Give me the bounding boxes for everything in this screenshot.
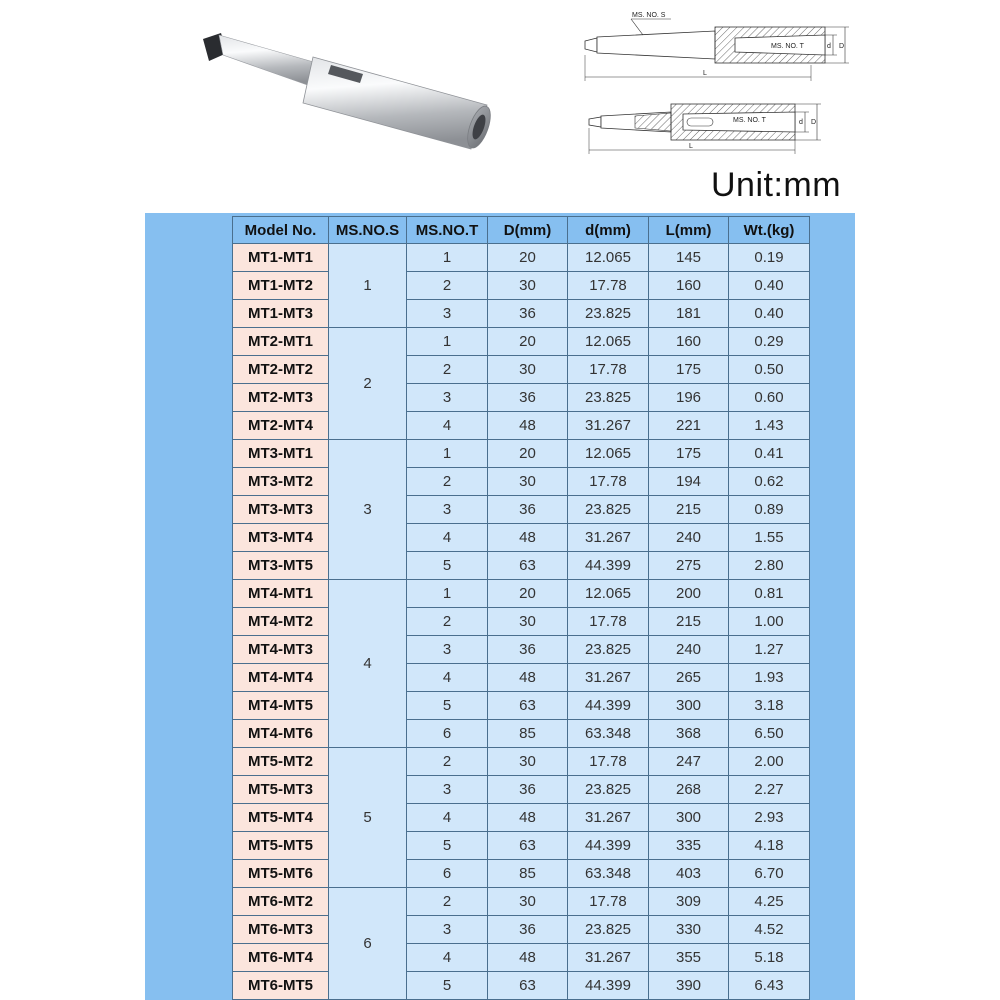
length-cell: 247 (649, 748, 729, 776)
ms-no-t-cell: 1 (407, 328, 488, 356)
model-no-cell: MT3-MT5 (233, 552, 329, 580)
length-cell: 403 (649, 860, 729, 888)
d-outer-cell: 63 (488, 832, 568, 860)
ms-no-t-cell: 6 (407, 720, 488, 748)
weight-cell: 4.18 (729, 832, 810, 860)
ms-no-t-cell: 4 (407, 412, 488, 440)
d-inner-cell: 44.399 (568, 552, 649, 580)
ms-no-t-cell: 5 (407, 832, 488, 860)
ms-no-t-cell: 1 (407, 580, 488, 608)
ms-no-s-cell: 5 (329, 748, 407, 888)
weight-cell: 2.93 (729, 804, 810, 832)
ms-no-s-cell: 4 (329, 580, 407, 748)
dim-l-label-top: L (703, 70, 707, 77)
model-no-cell: MT6-MT5 (233, 972, 329, 1000)
ms-no-t-cell: 5 (407, 692, 488, 720)
dim-d-label-bottom: d (799, 119, 803, 126)
d-outer-cell: 30 (488, 608, 568, 636)
d-outer-cell: 48 (488, 524, 568, 552)
d-inner-cell: 12.065 (568, 580, 649, 608)
d-outer-cell: 20 (488, 440, 568, 468)
model-no-cell: MT3-MT1 (233, 440, 329, 468)
header-ms-no-s: MS.NO.S (329, 217, 407, 244)
weight-cell: 1.00 (729, 608, 810, 636)
model-no-cell: MT1-MT2 (233, 272, 329, 300)
d-outer-cell: 48 (488, 944, 568, 972)
model-no-cell: MT2-MT1 (233, 328, 329, 356)
ms-no-t-cell: 2 (407, 356, 488, 384)
ms-no-t-cell: 1 (407, 244, 488, 272)
table-row (233, 692, 810, 720)
ms-no-s-cell: 3 (329, 440, 407, 580)
table-row (233, 496, 810, 524)
model-no-cell: MT3-MT2 (233, 468, 329, 496)
weight-cell: 0.89 (729, 496, 810, 524)
weight-cell: 0.60 (729, 384, 810, 412)
weight-cell: 0.62 (729, 468, 810, 496)
technical-drawing-bottom (575, 92, 855, 162)
dim-d-label-top: d (827, 43, 831, 50)
table-row (233, 888, 810, 916)
d-inner-cell: 44.399 (568, 972, 649, 1000)
model-no-cell: MT6-MT2 (233, 888, 329, 916)
dim-bigd-label-top: D (839, 43, 845, 50)
mst-label-bottom: MS. NO. T (733, 117, 766, 124)
ms-no-t-cell: 5 (407, 972, 488, 1000)
header-model-no: Model No. (233, 217, 329, 244)
mss-label: MS. NO. S (632, 12, 666, 19)
ms-no-t-cell: 4 (407, 664, 488, 692)
ms-no-t-cell: 3 (407, 636, 488, 664)
table-row (233, 244, 810, 272)
ms-no-t-cell: 3 (407, 776, 488, 804)
model-no-cell: MT4-MT2 (233, 608, 329, 636)
table-body (233, 244, 810, 1000)
ms-no-t-cell: 6 (407, 860, 488, 888)
model-no-cell: MT5-MT5 (233, 832, 329, 860)
table-row (233, 804, 810, 832)
weight-cell: 0.41 (729, 440, 810, 468)
model-no-cell: MT5-MT4 (233, 804, 329, 832)
length-cell: 196 (649, 384, 729, 412)
length-cell: 160 (649, 272, 729, 300)
weight-cell: 4.52 (729, 916, 810, 944)
length-cell: 175 (649, 440, 729, 468)
model-no-cell: MT5-MT2 (233, 748, 329, 776)
weight-cell: 2.27 (729, 776, 810, 804)
d-outer-cell: 20 (488, 580, 568, 608)
table-row (233, 608, 810, 636)
weight-cell: 0.40 (729, 300, 810, 328)
dim-l-label-bottom: L (689, 143, 693, 150)
d-inner-cell: 17.78 (568, 356, 649, 384)
model-no-cell: MT2-MT3 (233, 384, 329, 412)
header-d-inner: d(mm) (568, 217, 649, 244)
d-inner-cell: 31.267 (568, 524, 649, 552)
length-cell: 330 (649, 916, 729, 944)
d-outer-cell: 30 (488, 888, 568, 916)
length-cell: 268 (649, 776, 729, 804)
length-cell: 160 (649, 328, 729, 356)
d-outer-cell: 36 (488, 496, 568, 524)
ms-no-t-cell: 5 (407, 552, 488, 580)
length-cell: 368 (649, 720, 729, 748)
model-no-cell: MT2-MT4 (233, 412, 329, 440)
weight-cell: 5.18 (729, 944, 810, 972)
ms-no-t-cell: 4 (407, 804, 488, 832)
table-row (233, 776, 810, 804)
length-cell: 194 (649, 468, 729, 496)
table-row (233, 860, 810, 888)
d-inner-cell: 12.065 (568, 244, 649, 272)
table-row (233, 944, 810, 972)
model-no-cell: MT6-MT4 (233, 944, 329, 972)
length-cell: 240 (649, 524, 729, 552)
d-outer-cell: 63 (488, 692, 568, 720)
header-ms-no-t: MS.NO.T (407, 217, 488, 244)
ms-no-t-cell: 1 (407, 440, 488, 468)
table-row (233, 552, 810, 580)
d-inner-cell: 23.825 (568, 916, 649, 944)
length-cell: 200 (649, 580, 729, 608)
ms-no-t-cell: 4 (407, 944, 488, 972)
ms-no-s-cell: 2 (329, 328, 407, 440)
ms-no-t-cell: 2 (407, 748, 488, 776)
table-row (233, 832, 810, 860)
d-outer-cell: 30 (488, 272, 568, 300)
length-cell: 300 (649, 692, 729, 720)
header-length: L(mm) (649, 217, 729, 244)
product-photo (195, 25, 495, 155)
ms-no-t-cell: 3 (407, 496, 488, 524)
d-inner-cell: 17.78 (568, 468, 649, 496)
spec-table (232, 216, 810, 1000)
d-outer-cell: 36 (488, 776, 568, 804)
weight-cell: 0.40 (729, 272, 810, 300)
model-no-cell: MT4-MT3 (233, 636, 329, 664)
d-inner-cell: 44.399 (568, 692, 649, 720)
model-no-cell: MT3-MT4 (233, 524, 329, 552)
length-cell: 275 (649, 552, 729, 580)
model-no-cell: MT5-MT6 (233, 860, 329, 888)
weight-cell: 4.25 (729, 888, 810, 916)
length-cell: 181 (649, 300, 729, 328)
d-inner-cell: 17.78 (568, 608, 649, 636)
length-cell: 335 (649, 832, 729, 860)
d-outer-cell: 85 (488, 860, 568, 888)
ms-no-t-cell: 3 (407, 384, 488, 412)
model-no-cell: MT5-MT3 (233, 776, 329, 804)
table-row (233, 356, 810, 384)
ms-no-t-cell: 4 (407, 524, 488, 552)
d-inner-cell: 12.065 (568, 328, 649, 356)
weight-cell: 2.80 (729, 552, 810, 580)
d-outer-cell: 36 (488, 916, 568, 944)
d-inner-cell: 31.267 (568, 664, 649, 692)
length-cell: 355 (649, 944, 729, 972)
ms-no-t-cell: 3 (407, 916, 488, 944)
table-row (233, 664, 810, 692)
d-inner-cell: 23.825 (568, 300, 649, 328)
length-cell: 390 (649, 972, 729, 1000)
model-no-cell: MT4-MT1 (233, 580, 329, 608)
length-cell: 175 (649, 356, 729, 384)
weight-cell: 1.55 (729, 524, 810, 552)
table-header-row (233, 217, 810, 244)
model-no-cell: MT4-MT4 (233, 664, 329, 692)
table-row (233, 972, 810, 1000)
d-inner-cell: 23.825 (568, 384, 649, 412)
length-cell: 221 (649, 412, 729, 440)
d-outer-cell: 36 (488, 636, 568, 664)
table-row (233, 384, 810, 412)
ms-no-t-cell: 2 (407, 888, 488, 916)
table-row (233, 580, 810, 608)
d-outer-cell: 20 (488, 328, 568, 356)
d-outer-cell: 48 (488, 412, 568, 440)
model-no-cell: MT2-MT2 (233, 356, 329, 384)
weight-cell: 0.81 (729, 580, 810, 608)
weight-cell: 1.93 (729, 664, 810, 692)
table-row (233, 328, 810, 356)
weight-cell: 6.70 (729, 860, 810, 888)
d-inner-cell: 31.267 (568, 804, 649, 832)
model-no-cell: MT1-MT1 (233, 244, 329, 272)
ms-no-s-cell: 1 (329, 244, 407, 328)
length-cell: 265 (649, 664, 729, 692)
d-inner-cell: 63.348 (568, 860, 649, 888)
table-row (233, 272, 810, 300)
d-inner-cell: 31.267 (568, 944, 649, 972)
weight-cell: 1.43 (729, 412, 810, 440)
weight-cell: 0.29 (729, 328, 810, 356)
table-row (233, 524, 810, 552)
d-outer-cell: 48 (488, 804, 568, 832)
ms-no-s-cell: 6 (329, 888, 407, 1000)
dim-bigd-label-bottom: D (811, 119, 817, 126)
table-row (233, 468, 810, 496)
model-no-cell: MT3-MT3 (233, 496, 329, 524)
weight-cell: 1.27 (729, 636, 810, 664)
d-outer-cell: 36 (488, 300, 568, 328)
weight-cell: 2.00 (729, 748, 810, 776)
d-inner-cell: 23.825 (568, 636, 649, 664)
unit-label: Unit:mm (711, 166, 842, 204)
d-outer-cell: 30 (488, 468, 568, 496)
d-outer-cell: 63 (488, 552, 568, 580)
d-inner-cell: 44.399 (568, 832, 649, 860)
table-row (233, 440, 810, 468)
d-outer-cell: 20 (488, 244, 568, 272)
table-row (233, 748, 810, 776)
d-outer-cell: 48 (488, 664, 568, 692)
d-inner-cell: 23.825 (568, 776, 649, 804)
d-outer-cell: 63 (488, 972, 568, 1000)
mst-label-top: MS. NO. T (771, 43, 804, 50)
header-weight: Wt.(kg) (729, 217, 810, 244)
header-d-outer: D(mm) (488, 217, 568, 244)
d-outer-cell: 85 (488, 720, 568, 748)
length-cell: 215 (649, 608, 729, 636)
d-outer-cell: 30 (488, 356, 568, 384)
d-outer-cell: 30 (488, 748, 568, 776)
length-cell: 240 (649, 636, 729, 664)
length-cell: 300 (649, 804, 729, 832)
length-cell: 309 (649, 888, 729, 916)
d-inner-cell: 17.78 (568, 888, 649, 916)
model-no-cell: MT4-MT6 (233, 720, 329, 748)
ms-no-t-cell: 2 (407, 608, 488, 636)
ms-no-t-cell: 2 (407, 272, 488, 300)
length-cell: 145 (649, 244, 729, 272)
weight-cell: 6.43 (729, 972, 810, 1000)
weight-cell: 0.19 (729, 244, 810, 272)
table-row (233, 720, 810, 748)
ms-no-t-cell: 2 (407, 468, 488, 496)
ms-no-t-cell: 3 (407, 300, 488, 328)
d-inner-cell: 63.348 (568, 720, 649, 748)
length-cell: 215 (649, 496, 729, 524)
d-inner-cell: 23.825 (568, 496, 649, 524)
d-inner-cell: 17.78 (568, 748, 649, 776)
d-inner-cell: 17.78 (568, 272, 649, 300)
table-row (233, 916, 810, 944)
model-no-cell: MT6-MT3 (233, 916, 329, 944)
table-row (233, 412, 810, 440)
table-row (233, 300, 810, 328)
model-no-cell: MT4-MT5 (233, 692, 329, 720)
table-row (233, 636, 810, 664)
d-inner-cell: 12.065 (568, 440, 649, 468)
model-no-cell: MT1-MT3 (233, 300, 329, 328)
d-outer-cell: 36 (488, 384, 568, 412)
technical-drawing-top (575, 5, 855, 90)
weight-cell: 0.50 (729, 356, 810, 384)
d-inner-cell: 31.267 (568, 412, 649, 440)
weight-cell: 3.18 (729, 692, 810, 720)
weight-cell: 6.50 (729, 720, 810, 748)
